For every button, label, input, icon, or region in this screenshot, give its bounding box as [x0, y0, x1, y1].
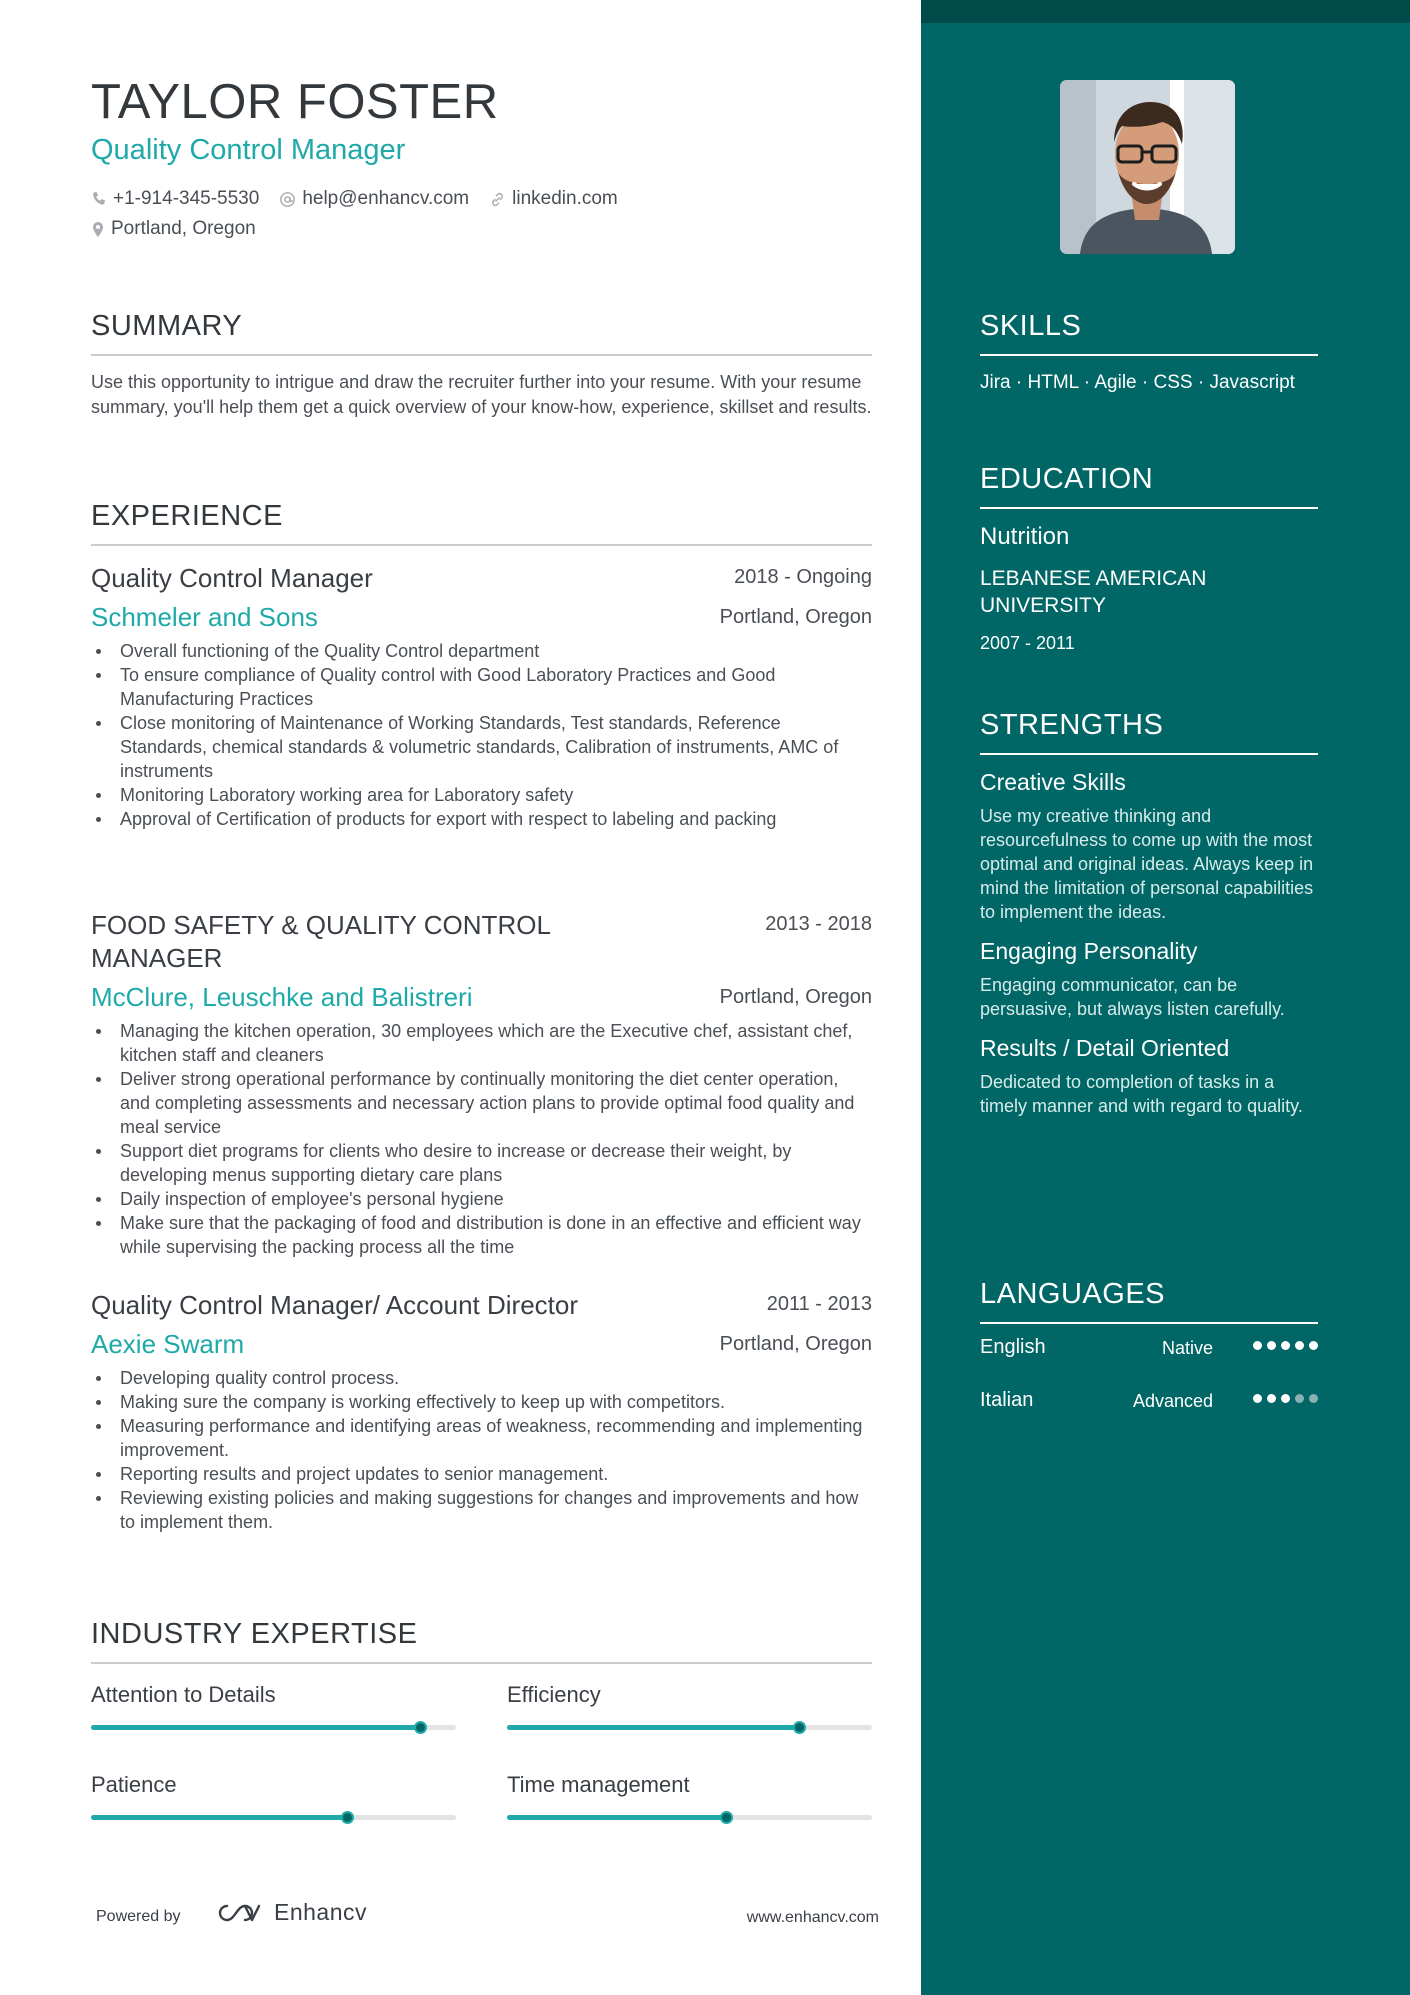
- expertise-knob: [720, 1811, 733, 1824]
- strength-title: Engaging Personality: [980, 938, 1198, 964]
- sidebar-top-band: [921, 0, 1410, 23]
- job-bullet: Daily inspection of employee's personal hygiene: [91, 1187, 872, 1211]
- expertise-knob: [414, 1721, 427, 1734]
- contact-location: [91, 218, 256, 240]
- education-degree: Nutrition: [980, 523, 1070, 550]
- education-school: LEBANESE AMERICAN UNIVERSITY: [980, 567, 1207, 617]
- strength-title: Results / Detail Oriented: [980, 1035, 1230, 1061]
- expertise-label: Attention to Details: [91, 1682, 276, 1707]
- proficiency-dot-filled: [1253, 1341, 1262, 1350]
- proficiency-dot-filled: [1281, 1394, 1290, 1403]
- expertise-fill: [507, 1815, 726, 1820]
- sidebar: [921, 0, 1410, 1995]
- job-bullet: Deliver strong operational performance by continually monitoring the diet center operation, and completing assessments and necessary action plans to provide optimal food quality and meal service: [91, 1067, 872, 1139]
- language-level: Advanced: [1132, 1391, 1213, 1411]
- job-location: Portland, Oregon: [719, 1333, 872, 1355]
- job-entry: [91, 1289, 872, 1534]
- expertise-label: Efficiency: [507, 1682, 601, 1707]
- company-name: Schmeler and Sons: [91, 602, 318, 632]
- job-location: Portland, Oregon: [719, 986, 872, 1008]
- resume-role: Quality Control Manager: [91, 134, 406, 166]
- job-bullet: Make sure that the packaging of food and distribution is done in an effective and efficient way while supervising the packing process all the time: [91, 1211, 872, 1259]
- strength-item: [980, 1035, 1318, 1118]
- job-bullet: Reviewing existing policies and making suggestions for changes and improvements and how to implement them.: [91, 1486, 872, 1534]
- proficiency-dot-empty: [1295, 1394, 1304, 1403]
- contact-row: [91, 188, 638, 210]
- job-bullet: Support diet programs for clients who desire to increase or decrease their weight, by developing menus supporting dietary care plans: [91, 1139, 872, 1187]
- skills-section: [980, 310, 1318, 394]
- strength-title: Creative Skills: [980, 769, 1126, 795]
- linkedin-text: linkedin.com: [512, 188, 618, 209]
- contact-row-2: [91, 218, 276, 240]
- experience-title: EXPERIENCE: [91, 500, 872, 546]
- footer-url[interactable]: www.enhancv.com: [746, 1909, 879, 1926]
- expertise-item: [507, 1772, 872, 1798]
- expertise-bar: [507, 1815, 872, 1820]
- expertise-bar: [91, 1815, 456, 1820]
- email-text: help@enhancv.com: [302, 188, 470, 209]
- expertise-label: Patience: [91, 1772, 177, 1797]
- job-dates: 2013 - 2018: [765, 913, 872, 935]
- proficiency-dot-filled: [1309, 1341, 1318, 1350]
- company-name: Aexie Swarm: [91, 1329, 245, 1359]
- job-bullet: Approval of Certification of products for export with respect to labeling and packing: [91, 807, 872, 831]
- expertise-bar: [91, 1725, 456, 1730]
- at-icon: [279, 191, 296, 208]
- expertise-knob: [341, 1811, 354, 1824]
- job-title: Quality Control Manager/ Account Director: [91, 1290, 578, 1320]
- expertise-knob: [793, 1721, 806, 1734]
- expertise-item: [507, 1682, 872, 1708]
- job-bullet: Reporting results and project updates to senior management.: [91, 1462, 872, 1486]
- language-name: Italian: [980, 1389, 1034, 1411]
- education-dates: 2007 - 2011: [980, 633, 1075, 653]
- languages-title: LANGUAGES: [980, 1278, 1318, 1324]
- language-name: English: [980, 1336, 1046, 1358]
- contact-phone[interactable]: [91, 188, 259, 210]
- enhancv-brand-text: Enhancv: [274, 1899, 368, 1925]
- contact-email[interactable]: [279, 188, 469, 210]
- strengths-title: STRENGTHS: [980, 709, 1318, 755]
- expertise-section: [91, 1618, 872, 1664]
- profile-photo: [1060, 80, 1235, 254]
- strength-desc: Dedicated to completion of tasks in a timely manner and with regard to quality.: [980, 1072, 1303, 1116]
- job-entry: [91, 909, 872, 1259]
- expertise-fill: [91, 1725, 420, 1730]
- language-dots: [1253, 1341, 1318, 1350]
- location-pin-icon: [91, 221, 105, 238]
- skills-list: Jira · HTML · Agile · CSS · Javascript: [980, 372, 1295, 393]
- company-name: McClure, Leuschke and Balistreri: [91, 982, 473, 1012]
- job-bullet: Overall functioning of the Quality Control department: [91, 639, 872, 663]
- location-text: Portland, Oregon: [111, 218, 256, 239]
- job-title: FOOD SAFETY & QUALITY CONTROL MANAGER: [91, 910, 550, 973]
- expertise-fill: [507, 1725, 799, 1730]
- strengths-section: [980, 709, 1318, 1118]
- proficiency-dot-empty: [1309, 1394, 1318, 1403]
- link-icon: [489, 191, 506, 208]
- language-row: [980, 1324, 1318, 1377]
- proficiency-dot-filled: [1281, 1341, 1290, 1350]
- expertise-bar: [507, 1725, 872, 1730]
- proficiency-dot-filled: [1267, 1394, 1276, 1403]
- job-bullets: [91, 1019, 872, 1259]
- phone-icon: [91, 191, 107, 207]
- experience-section: [91, 500, 872, 546]
- proficiency-dot-filled: [1253, 1394, 1262, 1403]
- summary-text: Use this opportunity to intrigue and draw the recruiter further into your resume. With your resume summary, you'll help them get a quick overview of your know-how, experience, skillset and results.: [91, 372, 872, 417]
- expertise-item: [91, 1772, 456, 1798]
- enhancv-logo[interactable]: [214, 1899, 367, 1926]
- skills-title: SKILLS: [980, 310, 1318, 356]
- expertise-item: [91, 1682, 456, 1708]
- contact-linkedin[interactable]: [489, 188, 618, 210]
- job-bullet: Making sure the company is working effectively to keep up with competitors.: [91, 1390, 872, 1414]
- job-dates: 2011 - 2013: [766, 1293, 872, 1315]
- proficiency-dot-filled: [1295, 1341, 1304, 1350]
- education-section: [980, 463, 1318, 654]
- expertise-fill: [91, 1815, 347, 1820]
- job-bullets: [91, 639, 872, 831]
- job-bullet: To ensure compliance of Quality control with Good Laboratory Practices and Good Manufacturing Practices: [91, 663, 872, 711]
- expertise-label: Time management: [507, 1772, 690, 1797]
- proficiency-dot-filled: [1267, 1341, 1276, 1350]
- job-title: Quality Control Manager: [91, 563, 373, 593]
- phone-text: +1-914-345-5530: [113, 188, 260, 209]
- enhancv-logo-icon: [214, 1902, 262, 1924]
- languages-section: [980, 1278, 1318, 1430]
- job-bullets: [91, 1366, 872, 1534]
- education-title: EDUCATION: [980, 463, 1318, 509]
- summary-section: [91, 310, 872, 420]
- resume-name: TAYLOR FOSTER: [91, 75, 499, 129]
- powered-by-text: Powered by: [96, 1908, 181, 1925]
- strength-item: [980, 769, 1318, 924]
- job-bullet: Measuring performance and identifying areas of weakness, recommending and implementing improvement.: [91, 1414, 872, 1462]
- job-bullet: Monitoring Laboratory working area for Laboratory safety: [91, 783, 872, 807]
- job-dates: 2018 - Ongoing: [734, 566, 872, 588]
- summary-title: SUMMARY: [91, 310, 872, 356]
- expertise-title: INDUSTRY EXPERTISE: [91, 1618, 872, 1664]
- strength-desc: Engaging communicator, can be persuasive, but always listen carefully.: [980, 975, 1285, 1019]
- language-row: [980, 1377, 1318, 1430]
- job-bullet: Managing the kitchen operation, 30 employees which are the Executive chef, assistant chef, kitchen staff and cleaners: [91, 1019, 872, 1067]
- language-dots: [1253, 1394, 1318, 1403]
- job-bullet: Close monitoring of Maintenance of Working Standards, Test standards, Reference Standards, chemical standards & volumetric standards, Calibration of instruments, AMC of instruments: [91, 711, 872, 783]
- job-location: Portland, Oregon: [719, 606, 872, 628]
- job-bullet: Developing quality control process.: [91, 1366, 872, 1390]
- job-entry: [91, 562, 872, 831]
- strength-desc: Use my creative thinking and resourcefulness to come up with the most optimal and original ideas. Always keep in mind the limitation of personal capabilities to implement the ideas.: [980, 806, 1314, 922]
- language-level: Native: [1161, 1338, 1213, 1358]
- strength-item: [980, 938, 1318, 1021]
